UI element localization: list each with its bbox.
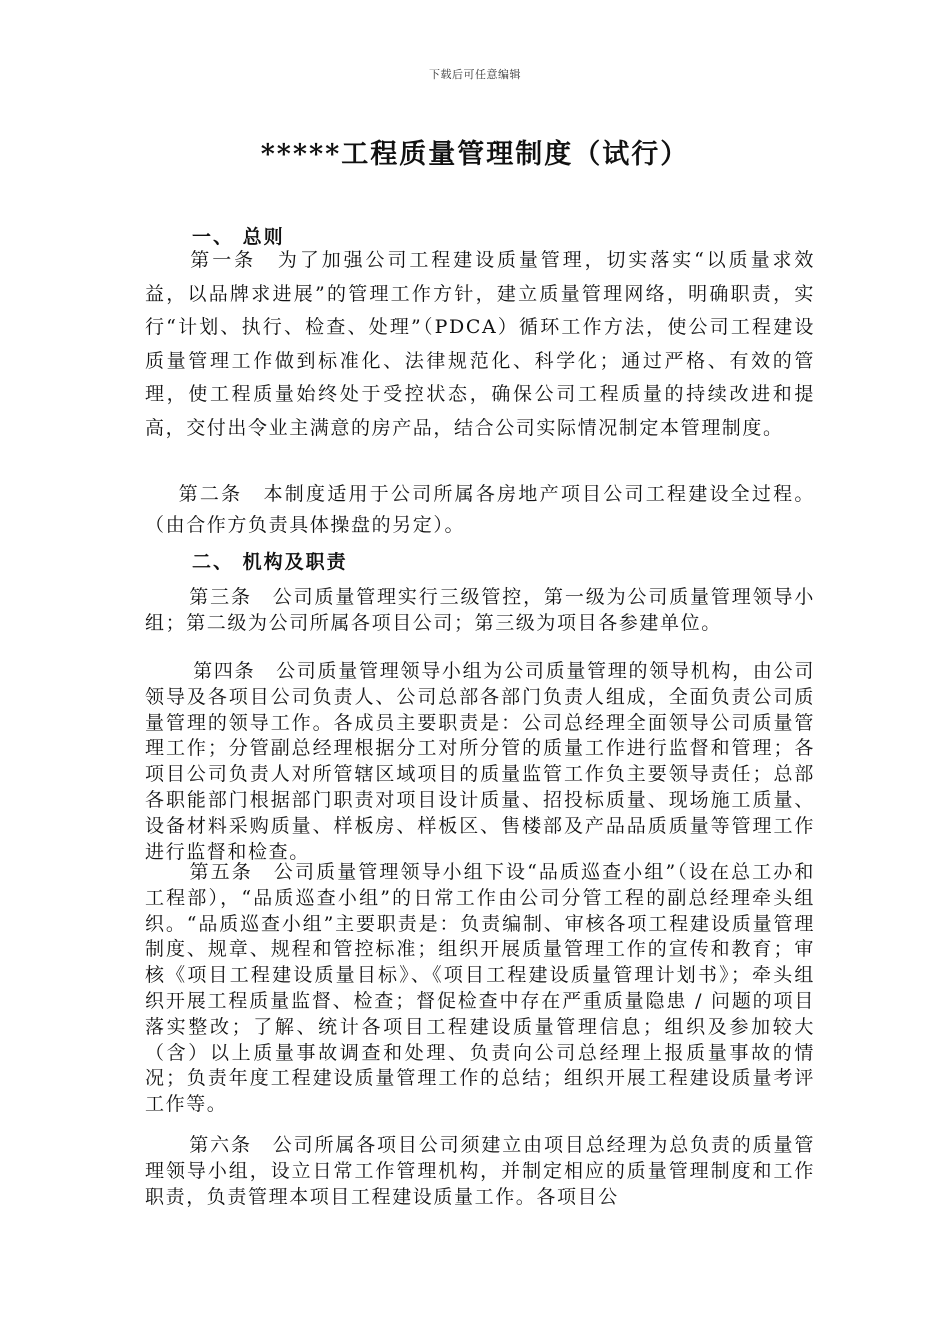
article-3-text: 第三条 公司质量管理实行三级管控，第一级为公司质量管理领导小组；第二级为公司所属各项目公司；第三级为项目各参建单位。 bbox=[145, 586, 815, 634]
article-5 bbox=[145, 860, 815, 1118]
article-6-text: 第六条 公司所属各项目公司须建立由项目总经理为总负责的质量管理领导小组，设立日常工作管理机构，并制定相应的质量管理制度和工作职责，负责管理本项目工程建设质量工作。各项目公 bbox=[145, 1134, 815, 1208]
document-title: *****工程质量管理制度（试行） bbox=[260, 139, 690, 170]
article-4-text: 第四条 公司质量管理领导小组为公司质量管理的领导机构，由公司领导及各项目公司负责人、公司总部各部门负责人组成，全面负责公司质量管理的领导工作。各成员主要职责是：公司总经理全面领导公司质量管理工作；分管副总经理根据分工对所分管的质量工作进行监督和管理；各项目公司负责人对所管辖区域项目的质量监管工作负主要领导责任；总部各职能部门根据部门职责对项目设计质量、招投标质量、现场施工质量、设备材料采购质量、样板房、样板区、售楼部及产品品质质量等管理工作进行监督和检查。 bbox=[145, 660, 815, 863]
section-heading-general: 一、 总则 bbox=[192, 226, 285, 248]
article-5-text: 第五条 公司质量管理领导小组下设“品质巡查小组”（设在总工办和工程部），“品质巡查小组”的日常工作由公司分管工程的副总经理牵头组织。“品质巡查小组”主要职责是：负责编制、审核各项工程建设质量管理制度、规章、规程和管控标准；组织开展质量管理工作的宣传和教育；审核《项目工程建设质量目标》、《项目工程建设质量管理计划书》；牵头组织开展工程质量监督、检查；督促检查中存在严重质量隐患 / 问题的项目落实整改；了解、统计各项目工程建设质量管理信息；组织及参加较大（含）以上质量事故调查和处理、负责向公司总经理上报质量事故的情况；负责年度工程建设质量管理工作的总结；组织开展工程建设质量考评工作等。 bbox=[145, 861, 815, 1116]
header-note: 下载后可任意编辑 bbox=[429, 68, 521, 81]
article-1 bbox=[145, 244, 815, 445]
article-1-text: 第一条 为了加强公司工程建设质量管理，切实落实“以质量求效益，以品牌求进展”的管理工作方针，建立质量管理网络，明确职责，实行“计划、执行、检查、处理”（PDCA）循环工作方法，使公司工程建设质量管理工作做到标准化、法律规范化、科学化；通过严格、有效的管理，使工程质量始终处于受控状态，确保公司工程质量的持续改进和提高，交付出令业主满意的房产品，结合公司实际情况制定本管理制度。 bbox=[145, 249, 815, 439]
article-6 bbox=[145, 1133, 815, 1210]
article-4 bbox=[145, 659, 815, 865]
article-3 bbox=[145, 585, 815, 637]
article-2-text: 第二条 本制度适用于公司所属各房地产项目公司工程建设全过程。（由合作方负责具体操盘的另定）。 bbox=[145, 483, 815, 536]
section-heading-organization: 二、 机构及职责 bbox=[192, 551, 348, 573]
article-2 bbox=[145, 479, 815, 541]
